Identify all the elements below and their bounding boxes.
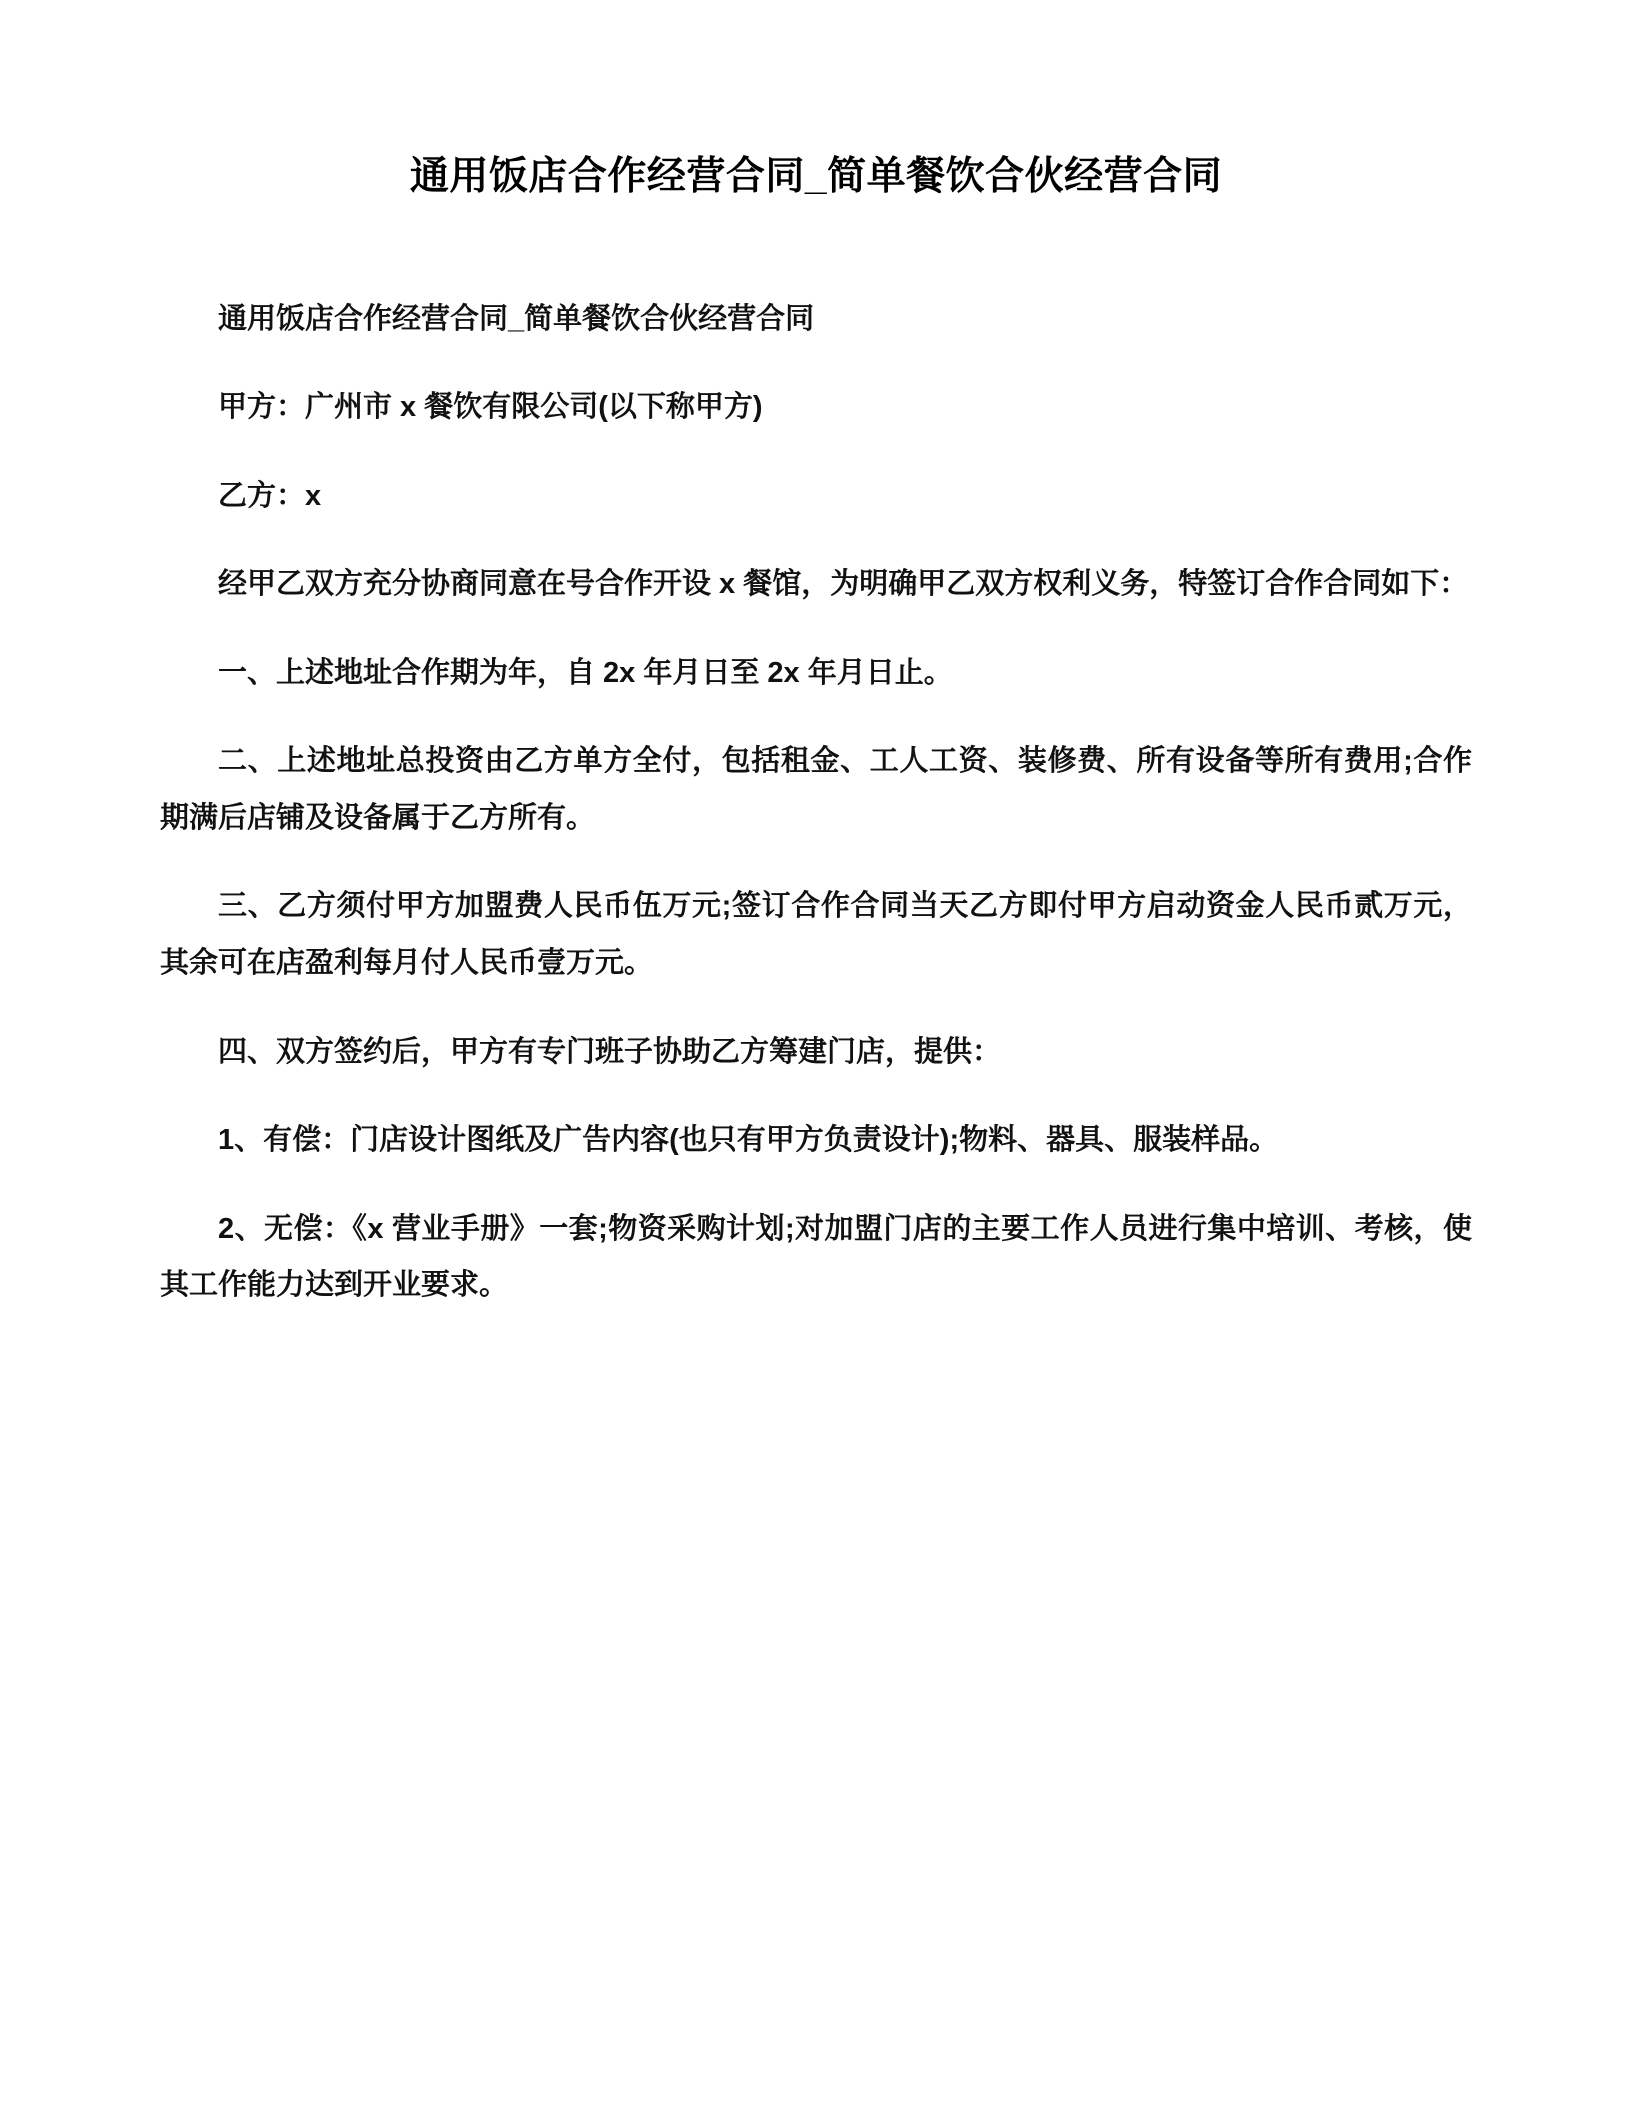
paragraph-clause-3: 三、乙方须付甲方加盟费人民币伍万元;签订合作合同当天乙方即付甲方启动资金人民币贰万元，其余可在店盈利每月付人民币壹万元。 [160,890,1472,979]
page-title: 通用饭店合作经营合同_简单餐饮合伙经营合同 [409,155,1223,198]
paragraph-party-b: 乙方：x [218,479,322,512]
paragraph-heading-repeat: 通用饭店合作经营合同_简单餐饮合伙经营合同 [218,302,815,335]
paragraph-preamble: 经甲乙双方充分协商同意在号合作开设 x 餐馆，为明确甲乙双方权利义务，特签订合作合同如下： [218,568,1469,601]
paragraph-clause-4-1: 1、有偿：门店设计图纸及广告内容(也只有甲方负责设计);物料、器具、服装样品。 [218,1124,1279,1157]
paragraph-clause-4-2: 2、无偿：《x 营业手册》一套;物资采购计划;对加盟门店的主要工作人员进行集中培训、考核，使其工作能力达到开业要求。 [160,1212,1472,1302]
document-body [160,291,1472,1314]
paragraph-party-a: 甲方：广州市 x 餐饮有限公司(以下称甲方) [218,391,763,424]
paragraph-clause-1: 一、上述地址合作期为年，自 2x 年月日至 2x 年月日止。 [218,656,953,689]
paragraph-clause-4: 四、双方签约后，甲方有专门班子协助乙方筹建门店，提供： [218,1035,1002,1068]
paragraph-clause-2: 二、上述地址总投资由乙方单方全付，包括租金、工人工资、装修费、所有设备等所有费用;合作期满后店铺及设备属于乙方所有。 [160,745,1472,834]
